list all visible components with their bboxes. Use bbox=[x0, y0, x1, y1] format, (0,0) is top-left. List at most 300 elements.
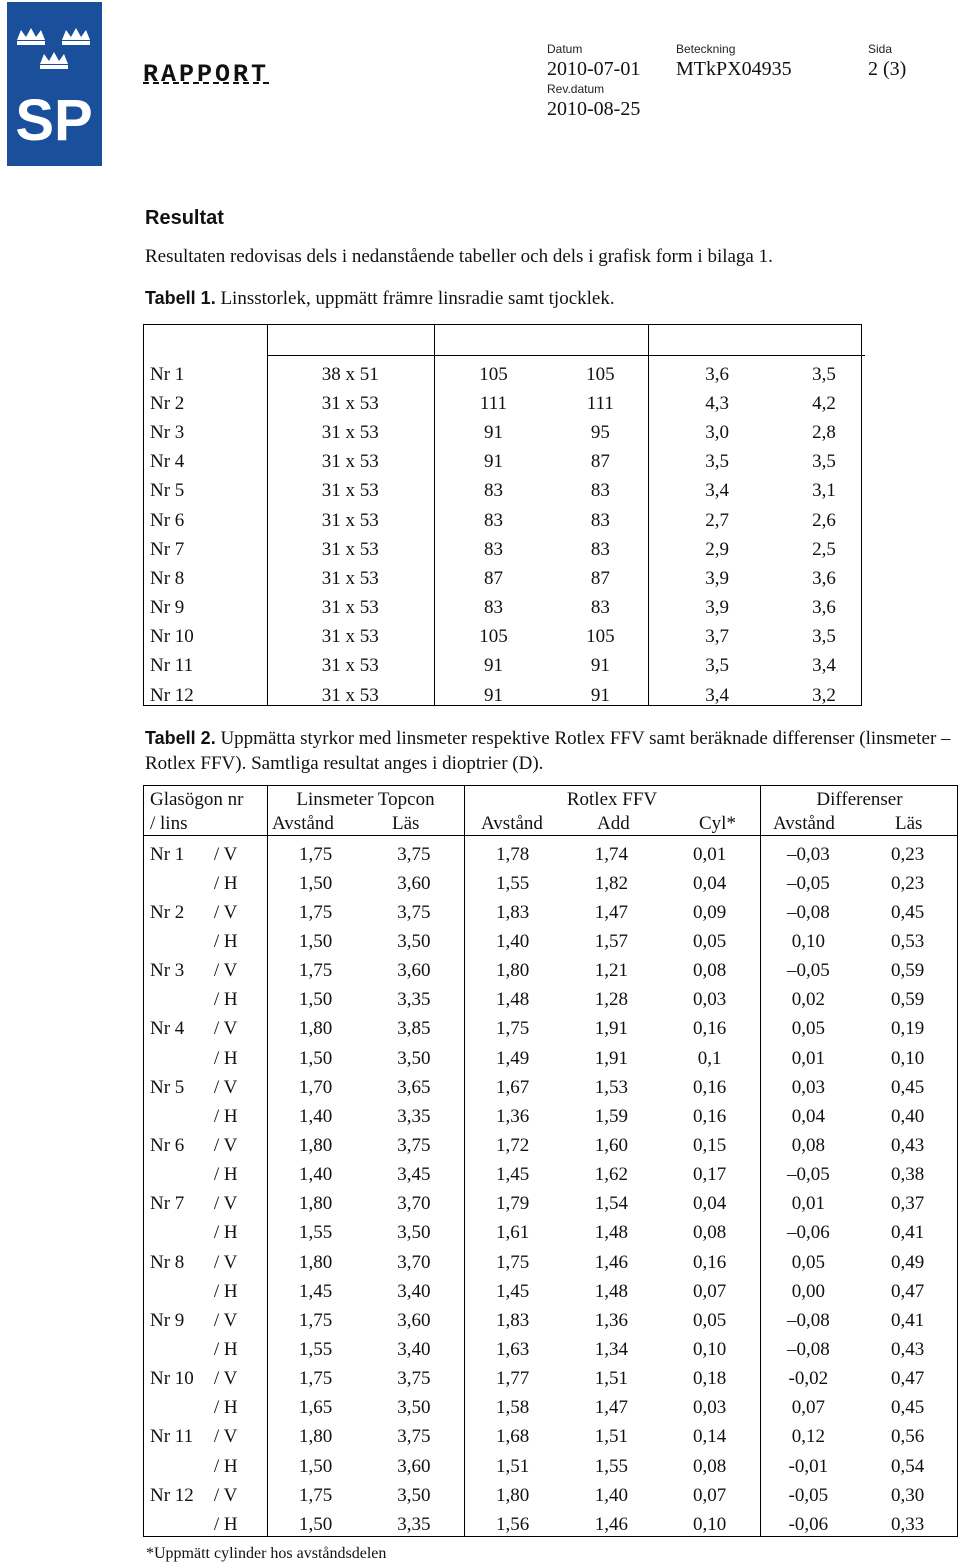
table2-cell: 0,16 bbox=[692, 1018, 727, 1040]
table-row bbox=[144, 1102, 957, 1131]
table2-cell: 0,01 bbox=[692, 843, 727, 865]
table2-cell: 1,80 bbox=[299, 1251, 333, 1273]
table1-cell: 91 bbox=[483, 421, 503, 443]
table2-cell: 0,54 bbox=[890, 1455, 925, 1477]
table1-cell: 31 x 53 bbox=[321, 509, 379, 531]
table2-cell: 0,01 bbox=[791, 1047, 825, 1069]
table2-cell: 1,28 bbox=[594, 989, 628, 1011]
table2-cell: 0,08 bbox=[692, 1455, 727, 1477]
table1-cell: 91 bbox=[483, 655, 503, 677]
table-row bbox=[144, 898, 957, 927]
table1-cell: 3,4 bbox=[705, 480, 730, 502]
table2-cell: 1,55 bbox=[594, 1455, 628, 1477]
head-rotlex-avstand: Avstånd bbox=[481, 813, 543, 834]
table2-cell: 1,54 bbox=[594, 1193, 628, 1215]
table2-header-rule bbox=[144, 835, 957, 836]
table-row bbox=[144, 623, 861, 652]
table2 bbox=[143, 785, 958, 1537]
table2-cell: 1,74 bbox=[594, 843, 628, 865]
table1-cell: Nr 4 bbox=[150, 451, 185, 473]
table1-cell: 3,2 bbox=[812, 684, 836, 706]
head-rotlex-cyl: Cyl* bbox=[699, 813, 736, 834]
table1-cell: 95 bbox=[590, 421, 610, 443]
table-row bbox=[144, 477, 861, 506]
table1-cell: 3,5 bbox=[705, 451, 730, 473]
table2-cell: 1,75 bbox=[299, 901, 333, 923]
table-row bbox=[144, 360, 861, 389]
table2-cell: 0,43 bbox=[890, 1338, 925, 1360]
table2-cell: –0,05 bbox=[786, 872, 830, 894]
table-row bbox=[144, 1394, 957, 1423]
table1-caption bbox=[145, 288, 615, 310]
table2-cell: 1,80 bbox=[299, 1018, 333, 1040]
table2-cell: / V bbox=[213, 1426, 238, 1448]
table2-cell: 0,18 bbox=[692, 1368, 727, 1390]
table2-cell bbox=[144, 1219, 214, 1248]
table2-cell: 1,45 bbox=[495, 1164, 530, 1186]
table2-cell: / V bbox=[213, 1193, 238, 1215]
table2-cell: 1,67 bbox=[495, 1076, 530, 1098]
table2-cell: –0,03 bbox=[786, 843, 830, 865]
head-diff-avstand: Avstånd bbox=[773, 813, 835, 834]
revdatum-label: Rev.datum bbox=[547, 82, 605, 96]
table2-cell: 3,50 bbox=[397, 930, 431, 952]
table2-cell: 1,80 bbox=[299, 1426, 333, 1448]
table1-cell: 105 bbox=[586, 363, 615, 385]
table2-cell: 3,60 bbox=[397, 872, 431, 894]
table-row bbox=[144, 957, 957, 986]
table2-cell: 3,60 bbox=[397, 1455, 431, 1477]
table1-cell: 31 x 53 bbox=[321, 597, 379, 619]
sida-value: 2 (3) bbox=[868, 58, 907, 80]
table2-cell: / H bbox=[213, 1397, 238, 1419]
table2-cell: 1,59 bbox=[594, 1105, 628, 1127]
table2-cell: 1,83 bbox=[495, 1309, 530, 1331]
table2-cell: 1,58 bbox=[495, 1397, 530, 1419]
table1-cell: Nr 1 bbox=[150, 363, 185, 385]
table2-cell: / H bbox=[213, 1164, 238, 1186]
table2-cell: 1,40 bbox=[299, 1105, 333, 1127]
table2-cell: –0,06 bbox=[786, 1222, 830, 1244]
table2-cell: 1,72 bbox=[495, 1134, 530, 1156]
table2-caption bbox=[145, 726, 955, 776]
table2-cell: 0,08 bbox=[692, 1222, 727, 1244]
table2-cell: 3,75 bbox=[397, 843, 431, 865]
table1-cell: Nr 5 bbox=[150, 480, 185, 502]
table2-cell: 1,91 bbox=[594, 1047, 628, 1069]
table2-cell: 3,75 bbox=[397, 1134, 431, 1156]
table1-cell: 3,7 bbox=[705, 626, 730, 648]
table1-cell: 83 bbox=[483, 509, 503, 531]
revdatum-value: 2010-08-25 bbox=[547, 98, 641, 120]
table2-cell: -0,06 bbox=[788, 1513, 829, 1535]
table2-cell: 1,45 bbox=[299, 1280, 333, 1302]
table2-cell: 3,35 bbox=[397, 1105, 431, 1127]
table2-cell: –0,08 bbox=[786, 1338, 830, 1360]
table2-cell: / V bbox=[213, 1368, 238, 1390]
table2-cell bbox=[144, 927, 214, 956]
table2-cell: 0,04 bbox=[692, 1193, 727, 1215]
table-row bbox=[144, 1219, 957, 1248]
beteckning-value: MTkPX04935 bbox=[676, 58, 792, 80]
table2-cell: 3,50 bbox=[397, 1222, 431, 1244]
head-differenser: Differenser bbox=[816, 789, 903, 810]
table1-cell: 83 bbox=[590, 597, 610, 619]
table-row bbox=[144, 927, 957, 956]
table2-cell: 0,59 bbox=[890, 989, 925, 1011]
table2-cell: 1,75 bbox=[299, 1368, 333, 1390]
table1-cell: 83 bbox=[590, 538, 610, 560]
table1-caption-label: Tabell 1. bbox=[145, 288, 216, 308]
table2-cell: 0,45 bbox=[890, 1076, 925, 1098]
table-row bbox=[144, 564, 861, 593]
table2-cell: 0,00 bbox=[791, 1280, 825, 1302]
table2-cell: / V bbox=[213, 1134, 238, 1156]
table2-cell bbox=[144, 1102, 214, 1131]
table1-cell: 2,9 bbox=[705, 538, 730, 560]
table2-footnote: *Uppmätt cylinder hos avståndsdelen bbox=[146, 1545, 387, 1562]
table2-cell: 0,09 bbox=[692, 901, 727, 923]
table2-cell: 1,45 bbox=[495, 1280, 530, 1302]
table2-cell: Nr 8 bbox=[150, 1251, 185, 1273]
table1-cell: 31 x 53 bbox=[321, 392, 379, 414]
table1-cell: 3,4 bbox=[705, 684, 730, 706]
table2-cell bbox=[144, 869, 214, 898]
table2-cell bbox=[144, 1510, 214, 1539]
table2-cell: 3,60 bbox=[397, 1309, 431, 1331]
table2-cell: 0,07 bbox=[791, 1397, 825, 1419]
table2-cell: / V bbox=[213, 843, 238, 865]
table2-cell: 3,70 bbox=[397, 1251, 431, 1273]
table1-cell: 3,5 bbox=[812, 451, 836, 473]
table-row bbox=[144, 1306, 957, 1335]
table2-cell: 0,47 bbox=[890, 1280, 925, 1302]
table-row bbox=[144, 681, 861, 710]
table2-cell: 0,15 bbox=[692, 1134, 727, 1156]
table2-cell: 0,19 bbox=[890, 1018, 925, 1040]
table2-cell: 0,41 bbox=[890, 1222, 925, 1244]
table2-cell: 1,36 bbox=[495, 1105, 530, 1127]
table2-cell: 0,04 bbox=[692, 872, 727, 894]
table2-cell: 3,40 bbox=[397, 1338, 431, 1360]
table-row bbox=[144, 1073, 957, 1102]
table2-cell: 0,08 bbox=[791, 1134, 825, 1156]
table1-cell: 105 bbox=[479, 363, 508, 385]
table2-cell: Nr 2 bbox=[150, 901, 185, 923]
table1-cell: Nr 8 bbox=[150, 567, 185, 589]
table2-cell: 3,50 bbox=[397, 1047, 431, 1069]
table2-cell: 3,75 bbox=[397, 1426, 431, 1448]
table1-cell: 83 bbox=[483, 597, 503, 619]
table2-cell: 1,75 bbox=[495, 1251, 530, 1273]
table2-cell: Nr 10 bbox=[150, 1368, 194, 1390]
table1-cell: 2,8 bbox=[812, 421, 836, 443]
table2-cell: 0,16 bbox=[692, 1105, 727, 1127]
table2-cell: 1,79 bbox=[495, 1193, 530, 1215]
table2-cell: 0,03 bbox=[791, 1076, 825, 1098]
table2-cell: 0,17 bbox=[692, 1164, 727, 1186]
table2-cell: 1,80 bbox=[495, 960, 530, 982]
table1-cell: 91 bbox=[590, 684, 610, 706]
table-row bbox=[144, 1277, 957, 1306]
table1-cell: 38 x 51 bbox=[321, 363, 379, 385]
table2-cell: / V bbox=[213, 1484, 238, 1506]
crown-logo-icon bbox=[7, 2, 102, 166]
table-row bbox=[144, 535, 861, 564]
table2-cell: 1,46 bbox=[594, 1513, 628, 1535]
table2-cell: 1,50 bbox=[299, 872, 333, 894]
table2-cell: 0,14 bbox=[692, 1426, 727, 1448]
table2-cell: 0,12 bbox=[791, 1426, 825, 1448]
table2-cell: / V bbox=[213, 901, 238, 923]
table2-cell: 0,49 bbox=[890, 1251, 925, 1273]
table2-cell: 1,75 bbox=[495, 1018, 530, 1040]
table2-cell: 1,75 bbox=[299, 1484, 333, 1506]
table2-cell: 0,07 bbox=[692, 1280, 727, 1302]
table1-cell: 31 x 53 bbox=[321, 421, 379, 443]
beteckning-label: Beteckning bbox=[676, 42, 736, 56]
head-lins: / lins bbox=[150, 813, 188, 834]
table2-cell: / H bbox=[213, 1047, 238, 1069]
table2-cell: 1,55 bbox=[299, 1338, 333, 1360]
table2-cell: 3,45 bbox=[397, 1164, 431, 1186]
table1-cell: 3,9 bbox=[705, 567, 730, 589]
table1-cell: 111 bbox=[586, 392, 614, 414]
head-glasogon: Glasögon nr bbox=[150, 789, 244, 810]
table2-cell: / H bbox=[213, 989, 238, 1011]
table2-cell: 1,91 bbox=[594, 1018, 628, 1040]
table1-cell: 83 bbox=[590, 480, 610, 502]
table2-cell: 0,33 bbox=[890, 1513, 925, 1535]
table2-cell: / V bbox=[213, 1076, 238, 1098]
table1-cell: 3,4 bbox=[812, 655, 836, 677]
table2-cell: 1,77 bbox=[495, 1368, 530, 1390]
table2-cell: 1,65 bbox=[299, 1397, 333, 1419]
table1-cell: 31 x 53 bbox=[321, 451, 379, 473]
table2-cell: 1,50 bbox=[299, 1513, 333, 1535]
table-row bbox=[144, 1248, 957, 1277]
table2-cell: 3,35 bbox=[397, 1513, 431, 1535]
table2-cell: Nr 9 bbox=[150, 1309, 185, 1331]
table1-cell: Nr 11 bbox=[150, 655, 194, 677]
table2-cell bbox=[144, 1335, 214, 1364]
table-row bbox=[144, 418, 861, 447]
table2-cell: 1,49 bbox=[495, 1047, 530, 1069]
table2-body bbox=[144, 840, 957, 1539]
table2-cell: 1,78 bbox=[495, 843, 530, 865]
table2-cell: 1,51 bbox=[495, 1455, 530, 1477]
table1-cell: 3,6 bbox=[812, 567, 836, 589]
table2-cell: Nr 12 bbox=[150, 1484, 194, 1506]
table1-cell: Nr 10 bbox=[150, 626, 194, 648]
table1-cell: Nr 6 bbox=[150, 509, 185, 531]
table-row bbox=[144, 1161, 957, 1190]
table2-cell bbox=[144, 1044, 214, 1073]
table1-cell: 3,9 bbox=[705, 597, 730, 619]
table2-cell: / H bbox=[213, 1338, 238, 1360]
table2-cell: 1,70 bbox=[299, 1076, 333, 1098]
table2-cell: 1,63 bbox=[495, 1338, 530, 1360]
table2-cell: 0,01 bbox=[791, 1193, 825, 1215]
table2-cell: 0,04 bbox=[791, 1105, 825, 1127]
table1-cell: 83 bbox=[483, 538, 503, 560]
table1-cell: Nr 7 bbox=[150, 538, 185, 560]
table-row bbox=[144, 1423, 957, 1452]
table1-cell: 3,1 bbox=[812, 480, 836, 502]
table2-cell: / V bbox=[213, 1251, 238, 1273]
table-row bbox=[144, 1452, 957, 1481]
table-row bbox=[144, 1365, 957, 1394]
table2-cell: 3,85 bbox=[397, 1018, 431, 1040]
table2-cell: / V bbox=[213, 960, 238, 982]
table2-cell: 1,47 bbox=[594, 901, 628, 923]
table2-cell: 0,03 bbox=[692, 1397, 727, 1419]
table2-cell: 0,07 bbox=[692, 1484, 727, 1506]
table2-cell: 0,45 bbox=[890, 901, 925, 923]
head-linsmeter-avstand: Avstånd bbox=[272, 813, 334, 834]
table2-cell: 0,05 bbox=[791, 1018, 825, 1040]
table1-cell: 3,6 bbox=[705, 363, 730, 385]
head-rotlex-add: Add bbox=[597, 813, 630, 834]
table-row bbox=[144, 1481, 957, 1510]
table2-cell: Nr 4 bbox=[150, 1018, 185, 1040]
table-row bbox=[144, 1015, 957, 1044]
table2-cell: 1,50 bbox=[299, 989, 333, 1011]
table2-cell: 3,70 bbox=[397, 1193, 431, 1215]
table2-cell: 1,21 bbox=[594, 960, 628, 982]
table2-cell: –0,05 bbox=[786, 1164, 830, 1186]
table2-cell: 1,80 bbox=[495, 1484, 530, 1506]
table-row bbox=[144, 448, 861, 477]
table2-cell: -0,02 bbox=[788, 1368, 829, 1390]
table2-cell: / H bbox=[213, 930, 238, 952]
table2-cell: 0,43 bbox=[890, 1134, 925, 1156]
head-linsmeter-las: Läs bbox=[392, 813, 420, 834]
table-row bbox=[144, 506, 861, 535]
table-row bbox=[144, 986, 957, 1015]
table2-cell: 1,80 bbox=[299, 1134, 333, 1156]
table2-cell: 0,10 bbox=[692, 1338, 727, 1360]
table1-cell: Nr 12 bbox=[150, 684, 194, 706]
table1-caption-text: Linsstorlek, uppmätt främre linsradie samt tjocklek. bbox=[215, 288, 615, 309]
table2-cell: 0,10 bbox=[692, 1513, 727, 1535]
table1-cell: Nr 2 bbox=[150, 392, 185, 414]
svg-text:SP: SP bbox=[15, 88, 93, 153]
table2-cell: 1,50 bbox=[299, 1047, 333, 1069]
table2-cell: 0,37 bbox=[890, 1193, 925, 1215]
table2-cell: 1,36 bbox=[594, 1309, 628, 1331]
table-row bbox=[144, 652, 861, 681]
table2-cell: 0,53 bbox=[890, 930, 925, 952]
table-row bbox=[144, 1044, 957, 1073]
table2-cell: –0,08 bbox=[786, 901, 830, 923]
table2-cell: 1,51 bbox=[594, 1426, 628, 1448]
table2-cell: 0,05 bbox=[692, 1309, 727, 1331]
table2-cell: 1,55 bbox=[495, 872, 530, 894]
table2-cell: / V bbox=[213, 1309, 238, 1331]
table2-cell: 1,40 bbox=[495, 930, 530, 952]
table2-cell bbox=[144, 1452, 214, 1481]
table2-cell: 1,50 bbox=[299, 1455, 333, 1477]
table1-cell: 3,5 bbox=[812, 363, 836, 385]
table2-cell: 0,47 bbox=[890, 1368, 925, 1390]
table2-cell: 1,68 bbox=[495, 1426, 530, 1448]
table2-cell: 1,48 bbox=[594, 1280, 628, 1302]
table2-caption-text: Uppmätta styrkor med linsmeter respektive Rotlex FFV samt beräknade differenser (linsmeter – Rotlex FFV). Samtliga resultat anges i dioptrier (D). bbox=[145, 728, 951, 774]
table2-cell: 3,40 bbox=[397, 1280, 431, 1302]
table1-cell: 91 bbox=[483, 451, 503, 473]
table2-cell: / H bbox=[213, 1280, 238, 1302]
table2-cell bbox=[144, 986, 214, 1015]
datum-label: Datum bbox=[547, 42, 583, 56]
table1-cell: 2,5 bbox=[812, 538, 836, 560]
table2-cell: / H bbox=[213, 1513, 238, 1535]
table1-cell: 91 bbox=[483, 684, 503, 706]
table2-cell: / V bbox=[213, 1018, 238, 1040]
table2-cell: 1,75 bbox=[299, 1309, 333, 1331]
table-row bbox=[144, 1335, 957, 1364]
table2-cell: 0,05 bbox=[791, 1251, 825, 1273]
table1-cell: 31 x 53 bbox=[321, 538, 379, 560]
table2-cell: 0,16 bbox=[692, 1076, 727, 1098]
table2-cell: Nr 5 bbox=[150, 1076, 185, 1098]
table2-cell: 3,60 bbox=[397, 960, 431, 982]
table2-cell: -0,01 bbox=[788, 1455, 829, 1477]
table2-cell: 1,55 bbox=[299, 1222, 333, 1244]
table2-cell: 1,61 bbox=[495, 1222, 530, 1244]
table2-cell: 1,80 bbox=[299, 1193, 333, 1215]
datum-value: 2010-07-01 bbox=[547, 58, 641, 80]
table2-cell: 0,10 bbox=[791, 930, 825, 952]
table2-cell: 1,62 bbox=[594, 1164, 628, 1186]
table2-cell: 1,48 bbox=[495, 989, 530, 1011]
intro-paragraph: Resultaten redovisas dels i nedanstående tabeller och dels i grafisk form i bilaga 1. bbox=[145, 246, 773, 267]
table2-cell: 1,40 bbox=[299, 1164, 333, 1186]
table2-cell: 0,08 bbox=[692, 960, 727, 982]
table1-cell: 31 x 53 bbox=[321, 655, 379, 677]
table1-cell: 91 bbox=[590, 655, 610, 677]
table2-cell: Nr 3 bbox=[150, 960, 185, 982]
table2-cell: 3,75 bbox=[397, 1368, 431, 1390]
table2-cell: 0,41 bbox=[890, 1309, 925, 1331]
section-heading: Resultat bbox=[145, 207, 224, 229]
table2-cell: Nr 7 bbox=[150, 1193, 185, 1215]
table2-cell: 0,30 bbox=[890, 1484, 925, 1506]
table1-cell: 3,5 bbox=[812, 626, 836, 648]
table1-cell: 105 bbox=[479, 626, 508, 648]
table1-cell: 111 bbox=[479, 392, 508, 414]
table1-cell: 87 bbox=[483, 567, 503, 589]
table-row bbox=[144, 1131, 957, 1160]
table1-cell: 3,0 bbox=[705, 421, 730, 443]
table2-cell: –0,05 bbox=[786, 960, 830, 982]
table1-body bbox=[144, 360, 861, 710]
table2-cell: 0,10 bbox=[890, 1047, 925, 1069]
sp-logo bbox=[7, 2, 102, 166]
table1-cell: 31 x 53 bbox=[321, 626, 379, 648]
table2-cell: 0,05 bbox=[692, 930, 727, 952]
table2-cell: 0,03 bbox=[692, 989, 727, 1011]
table1-header-rule bbox=[267, 355, 865, 356]
table2-cell: 0,23 bbox=[890, 872, 925, 894]
table2-cell bbox=[144, 1394, 214, 1423]
table2-cell: 3,50 bbox=[397, 1484, 431, 1506]
table2-cell: 1,53 bbox=[594, 1076, 628, 1098]
report-label: RAPPORT bbox=[143, 60, 270, 89]
table2-cell: 1,83 bbox=[495, 901, 530, 923]
head-diff-las: Läs bbox=[895, 813, 923, 834]
table1-cell: 105 bbox=[586, 626, 615, 648]
